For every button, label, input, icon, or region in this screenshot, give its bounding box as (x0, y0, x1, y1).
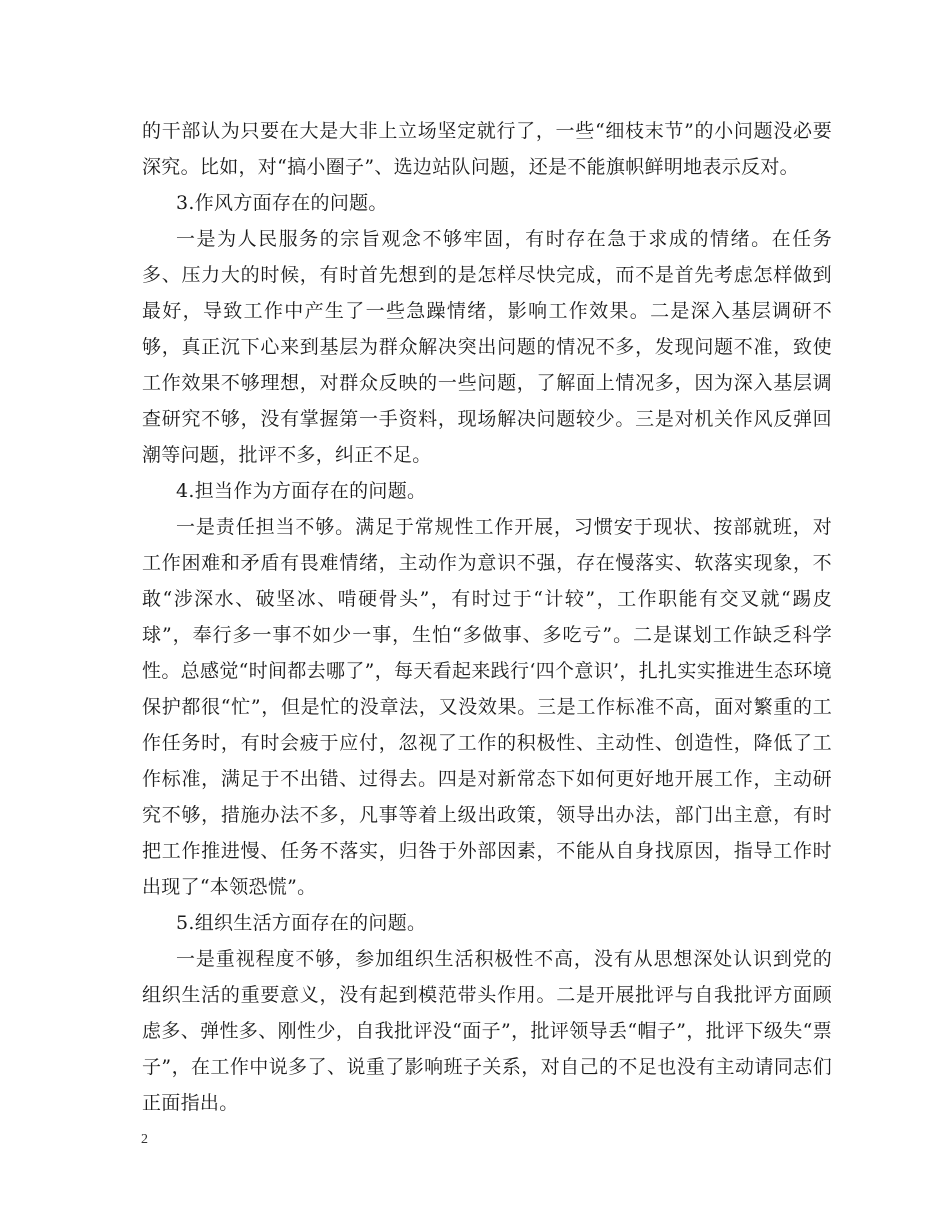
page-number: 2 (141, 1132, 148, 1147)
paragraph-organizational-life: 一是重视程度不够，参加组织生活积极性不高，没有从思想深处认识到党的组织生活的重要意义，没有起到模范带头作用。二是开展批评与自我批评方面顾虑多、弹性多、刚性少，自我批评没“面子”，批评领导丢“帽子”，批评下级失“票子”，在工作中说多了、说重了影响班子关系，对自己的不足也没有主动请同志们正面指出。 (142, 948, 832, 1114)
section-heading-4: 4.担当作为方面存在的问题。 (176, 480, 427, 502)
section-heading-5: 5.组织生活方面存在的问题。 (176, 912, 427, 934)
document-body (142, 113, 832, 1121)
section-heading-3: 3.作风方面存在的问题。 (176, 192, 388, 214)
paragraph-continuation: 的干部认为只要在大是大非上立场坚定就行了，一些“细枝末节”的小问题没必要深究。比如，对“搞小圈子”、选边站队问题，还是不能旗帜鲜明地表示反对。 (142, 120, 832, 178)
paragraph-work-style: 一是为人民服务的宗旨观念不够牢固，有时存在急于求成的情绪。在任务多、压力大的时候，有时首先想到的是怎样尽快完成，而不是首先考虑怎样做到最好，导致工作中产生了一些急躁情绪，影响工作效果。二是深入基层调研不够，真正沉下心来到基层为群众解决突出问题的情况不多，发现问题不准，致使工作效果不够理想，对群众反映的一些问题，了解面上情况多，因为深入基层调查研究不够，没有掌握第一手资料，现场解决问题较少。三是对机关作风反弹回潮等问题，批评不多，纠正不足。 (142, 228, 832, 466)
paragraph-responsibility: 一是责任担当不够。满足于常规性工作开展，习惯安于现状、按部就班，对工作困难和矛盾有畏难情绪，主动作为意识不强，存在慢落实、软落实现象，不敢“涉深水、破坚冰、啃硬骨头”，有时过于“计较”，工作职能有交叉就“踢皮球”，奉行多一事不如少一事，生怕“多做事、多吃亏”。二是谋划工作缺乏科学性。总感觉“时间都去哪了”，每天看起来践行‘四个意识’，扎扎实实推进生态环境保护都很“忙”，但是忙的没章法，又没效果。三是工作标准不高，面对繁重的工作任务时，有时会疲于应付，忽视了工作的积极性、主动性、创造性，降低了工作标准，满足于不出错、过得去。四是对新常态下如何更好地开展工作，主动研究不够，措施办法不多，凡事等着上级出政策，领导出办法，部门出主意，有时把工作推进慢、任务不落实，归咎于外部因素，不能从自身找原因，指导工作时出现了“本领恐慌”。 (142, 516, 832, 898)
